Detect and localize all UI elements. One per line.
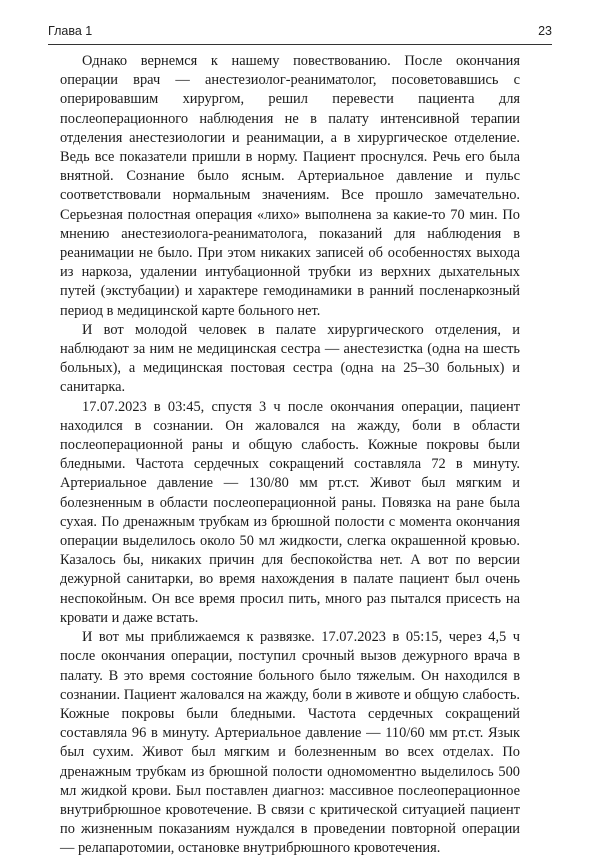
paragraph-4: И вот мы приближаемся к развязке. 17.07.2023 в 05:15, через 4,5 ч после окончания операции, поступил срочный вызов дежурного врача в палату. В это время состояние больного было тяжелым. Он находился в сознании. Пациент жаловался на жажду, боли в животе и общую слабость. Кожные покровы были бледными. Частота сердечных сокращений составляла 96 в минуту. Артериальное давление — 110/60 мм рт.ст. Язык был сухим. Живот был мягким и болезненным во всех отделах. По дренажным трубкам из брюшной полости одномоментно выделилось 500 мл жидкой крови. Был поставлен диагноз: массивное послеоперационное внутрибрюшное кровотечение. В связи с критической ситуацией пациент по жизненным показаниям нуждался в проведении повторной операции — релапаротомии, остановке внутрибрюшного кровотечения. — [60, 629, 520, 857]
paragraph-2: И вот молодой человек в палате хирургического отделения, и наблюдают за ним не медицинская сестра — анестезистка (одна на шесть больных), а медицинская постовая сестра (одна на 25–30 больных) и санитарка. — [60, 321, 520, 396]
running-header — [48, 24, 552, 42]
body-text — [60, 52, 520, 859]
header-rule — [48, 44, 552, 45]
paragraph-3: 17.07.2023 в 03:45, спустя 3 ч после окончания операции, пациент находился в сознании. Он жаловался на жажду, боли в области послеоперационной раны и общую слабость. Кожные покровы были бледными. Частота сердечных сокращений составляла 72 в минуту. Артериальное давление — 130/80 мм рт.ст. Живот был мягким и болезненным в области послеоперационной раны. Повязка на ране была сухая. По дренажным трубкам из брюшной полости с момента окончания операции выделилось около 50 мл жидкости, слегка окрашенной кровью. Казалось бы, никаких причин для беспокойства нет. А вот по версии дежурной санитарки, во время нахождения в палате пациент был очень неспокойным. Он все время просил пить, много раз пытался присесть на кровати и даже встать. — [60, 398, 520, 626]
chapter-title: Глава 1 — [48, 24, 93, 38]
page-number: 23 — [538, 24, 552, 38]
paragraph-1: Однако вернемся к нашему повествованию. После окончания операции врач — анестезиолог-реаниматолог, посоветовавшись с оперировавшим хирургом, решил перевести пациента для послеоперационного наблюдения не в палату интенсивной терапии отделения анестезиологии и реанимации, а в хирургическое отделение. Ведь все показатели пришли в норму. Пациент проснулся. Речь его была внятной. Сознание было ясным. Артериальное давление и пульс соответствовали нормальным значениям. Все прошло замечательно. Серьезная полостная операция «лихо» выполнена за какие-то 70 мин. По мнению анестезиолога-реаниматолога, показаний для наблюдения в реанимации не было. При этом никаких записей об особенностях выхода из наркоза, удалении интубационной трубки из верхних дыхательных путей (экстубации) и характере гемодинамики в ранний посленаркозный период в медицинской карте больного нет. — [60, 53, 520, 319]
